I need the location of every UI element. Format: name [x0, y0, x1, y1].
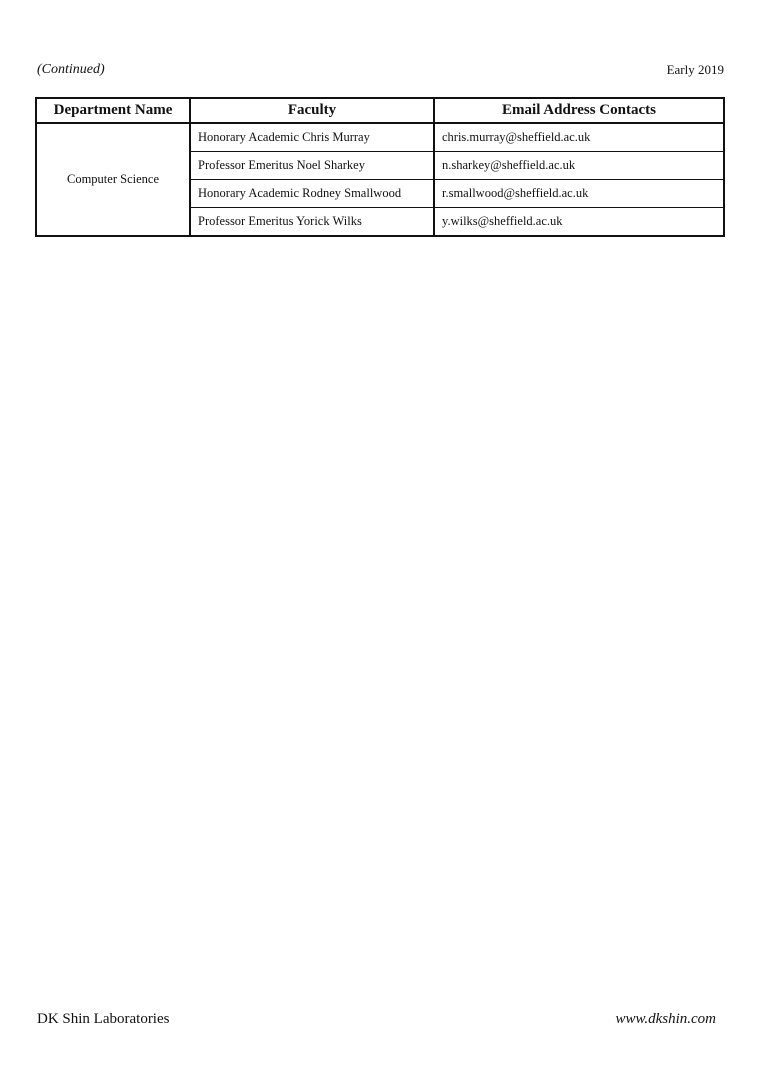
- column-header-email: Email Address Contacts: [434, 98, 724, 123]
- faculty-cell: Honorary Academic Chris Murray: [190, 123, 434, 152]
- faculty-table: [35, 97, 725, 237]
- email-cell: n.sharkey@sheffield.ac.uk: [434, 152, 724, 180]
- email-cell: y.wilks@sheffield.ac.uk: [434, 208, 724, 237]
- column-header-department: Department Name: [36, 98, 190, 123]
- email-cell: r.smallwood@sheffield.ac.uk: [434, 180, 724, 208]
- table-row: [36, 123, 724, 152]
- continued-label: (Continued): [37, 62, 105, 77]
- faculty-cell: Honorary Academic Rodney Smallwood: [190, 180, 434, 208]
- table-header-row: [36, 98, 724, 123]
- department-cell: Computer Science: [36, 123, 190, 236]
- footer-organization: DK Shin Laboratories: [37, 1011, 170, 1027]
- email-cell: chris.murray@sheffield.ac.uk: [434, 123, 724, 152]
- date-label: Early 2019: [666, 62, 724, 77]
- faculty-cell: Professor Emeritus Yorick Wilks: [190, 208, 434, 237]
- faculty-cell: Professor Emeritus Noel Sharkey: [190, 152, 434, 180]
- column-header-faculty: Faculty: [190, 98, 434, 123]
- footer-website: www.dkshin.com: [615, 1011, 716, 1027]
